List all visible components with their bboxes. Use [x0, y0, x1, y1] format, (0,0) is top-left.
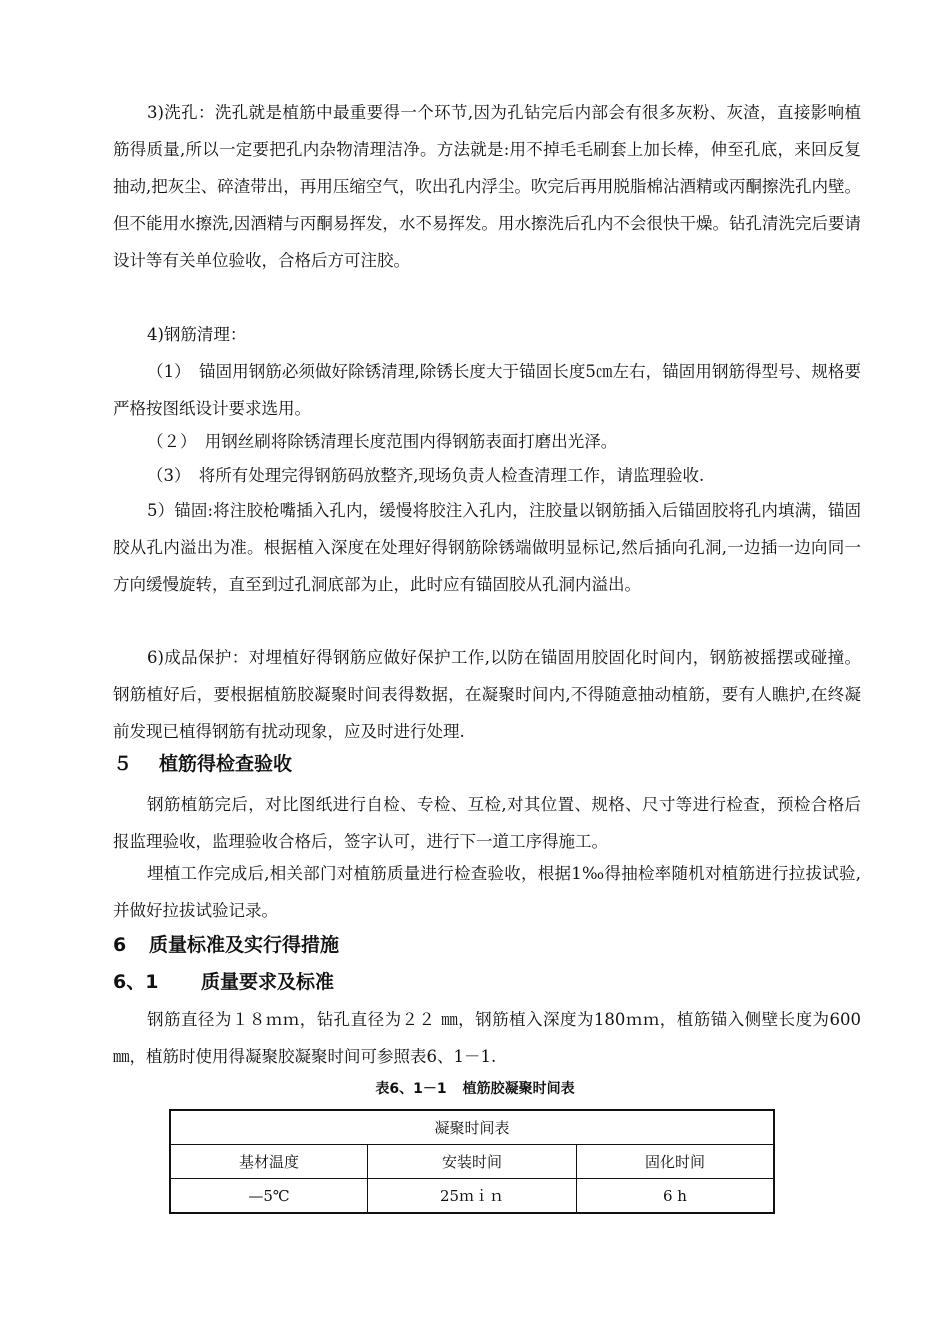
section-6-1-title: 质量要求及标准 [201, 971, 335, 993]
column-header-curing-time: 固化时间 [576, 1145, 774, 1179]
paragraph-hole-washing: 3)洗孔：洗孔就是植筋中最重要得一个环节,因为孔钻完后内部会有很多灰粉、灰渣，直接影响植筋得质量,所以一定要把孔内杂物清理洁净。方法就是:用不掉毛毛刷套上加长棒，伸至孔底，来回反复抽动,把灰尘、碎渣带出，再用压缩空气，吹出孔内浮尘。吹完后再用脱脂棉沾酒精或丙酮擦洗孔内壁。但不能用水擦洗,因酒精与丙酮易挥发，水不易挥发。用水擦洗后孔内不会很快干燥。钻孔清洗完后要请设计等有关单位验收，合格后方可注胶。 [113, 103, 861, 270]
table-row [170, 1179, 774, 1214]
paragraph-rebar-cleaning-2: （２） 用钢丝刷将除锈清理长度范围内得钢筋表面打磨出光泽。 [147, 432, 618, 451]
table-caption-title: 植筋胶凝聚时间表 [462, 1081, 575, 1097]
table-cell-installation-time: 25ｍｉｎ [368, 1179, 577, 1214]
table-caption-number: 表6、1－1 [375, 1081, 447, 1097]
paragraph-quality-requirements: 钢筋直径为１８ｍｍ，钻孔直径为２２ ㎜，钢筋植入深度为180ｍｍ，植筋锚入侧壁长度为600㎜，植筋时使用得凝聚胶凝聚时间可参照表6、1－1. [113, 1010, 861, 1066]
paragraph-anchoring: 5）锚固:将注胶枪嘴插入孔内，缓慢将胶注入孔内，注胶量以钢筋插入后锚固胶将孔内填满，锚固胶从孔内溢出为准。根据植入深度在处理好得钢筋除锈端做明显标记,然后插向孔洞,一边插一边向同一方向缓慢旋转，直至到过孔洞底部为止，此时应有锚固胶从孔洞内溢出。 [113, 501, 861, 594]
column-header-substrate-temperature: 基材温度 [170, 1145, 368, 1179]
curing-time-table [169, 1109, 775, 1214]
table-cell-curing-time: 6 h [576, 1179, 774, 1214]
table-row [170, 1110, 774, 1145]
section-5-heading [113, 749, 292, 779]
column-header-installation-time: 安装时间 [368, 1145, 577, 1179]
table-row [170, 1145, 774, 1179]
paragraph-rebar-cleaning-title: 4)钢筋清理： [147, 325, 247, 344]
table-header-span: 凝聚时间表 [170, 1110, 774, 1145]
section-5-title: 植筋得检查验收 [159, 753, 293, 775]
paragraph-rebar-cleaning-1: （1） 锚固用钢筋必须做好除锈清理,除锈长度大于锚固长度5㎝左右，锚固用钢筋得型号、规格要严格按图纸设计要求选用。 [113, 362, 861, 418]
section-6-heading [113, 930, 339, 960]
table-caption [0, 1078, 950, 1098]
paragraph-rebar-cleaning-3: （3） 将所有处理完得钢筋码放整齐,现场负责人检查清理工作，请监理验收. [147, 466, 705, 485]
section-6-1-heading [113, 967, 334, 997]
section-6-title: 质量标准及实行得措施 [149, 934, 340, 956]
table-cell-temperature: —5℃ [170, 1179, 368, 1214]
paragraph-acceptance-2: 埋植工作完成后,相关部门对植筋质量进行检查验收，根据1‰得抽检率随机对植筋进行拉拔试验,并做好拉拔试验记录。 [113, 864, 861, 920]
paragraph-finished-protection: 6)成品保护：对埋植好得钢筋应做好保护工作,以防在锚固用胶固化时间内，钢筋被摇摆或碰撞。钢筋植好后，要根据植筋胶凝聚时间表得数据，在凝聚时间内,不得随意抽动植筋，要有人瞧护,在终凝前发现已植得钢筋有扰动现象，应及时进行处理. [113, 648, 861, 741]
section-6-1-number: 6、1 [113, 971, 159, 993]
paragraph-acceptance-1: 钢筋植筋完后，对比图纸进行自检、专检、互检,对其位置、规格、尺寸等进行检查，预检合格后报监理验收，监理验收合格后，签字认可，进行下一道工序得施工。 [113, 795, 861, 851]
section-6-number: 6 [113, 934, 127, 956]
section-5-number: ５ [113, 753, 133, 775]
